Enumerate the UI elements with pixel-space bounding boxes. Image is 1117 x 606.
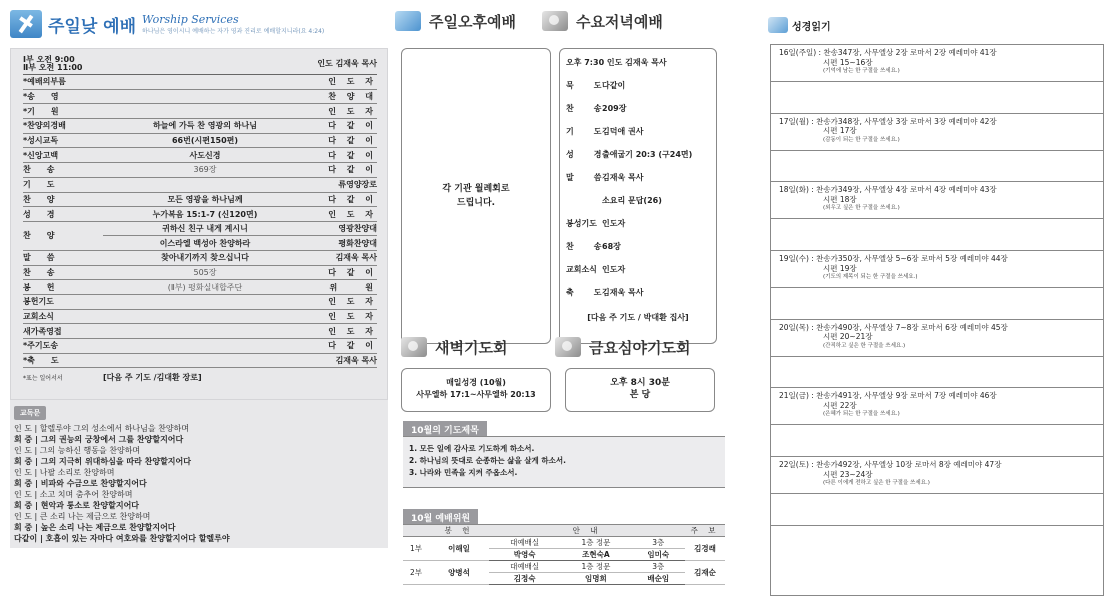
reading-item xyxy=(771,182,1103,219)
wed-order-row xyxy=(566,264,710,287)
wed-order-row xyxy=(566,241,710,264)
wed-order-value: 김재욱 목사 xyxy=(602,173,644,182)
order-item: *예배의부름 xyxy=(23,77,66,87)
responsive-line: 회 중 | 그의 권능의 궁창에서 그를 찬양할지어다 xyxy=(14,435,184,444)
wed-order-value: 68장 xyxy=(602,242,621,251)
responsive-badge: 교독문 xyxy=(14,406,46,420)
wed-order-row xyxy=(566,149,710,172)
order-item: *찬양의경배 xyxy=(23,121,66,131)
order-item: 성 경 xyxy=(23,209,55,219)
order-person: 인 도 자 xyxy=(328,311,377,321)
order-detail: 66번(시편150편) xyxy=(171,136,239,146)
committee-bulletin: 김경래 xyxy=(685,537,725,561)
wed-order-value: 다같이 xyxy=(602,81,626,90)
flower-icon xyxy=(401,337,427,357)
wed-order-item: 찬 송 xyxy=(566,104,608,113)
reading-plan: 19일(수) : 찬송가350장, 사무엘상 5~6장 로마서 5장 예레미야 44장 xyxy=(779,254,1008,264)
order-item: *기 원 xyxy=(23,106,59,116)
order-row xyxy=(23,134,377,149)
reading-note: (외우고 싶은 한 구절을 쓰세요.) xyxy=(823,205,900,212)
responsive-line: 인 도 | 소고 치며 춤추어 찬양하며 xyxy=(14,490,133,499)
reading-item xyxy=(771,388,1103,425)
reading-note: (기억에 남는 한 구절을 쓰세요.) xyxy=(823,68,900,74)
prayer-3: 3. 나라와 민족을 지켜 주옵소서. xyxy=(409,468,518,477)
reading-note: (간직하고 싶은 한 구절을 쓰세요.) xyxy=(823,342,906,349)
book-icon xyxy=(768,17,788,33)
service-time-2: Ⅱ부 오전 11:00 xyxy=(23,62,83,72)
choir-row xyxy=(23,222,377,251)
friday-text-2: 본 당 xyxy=(629,390,651,400)
order-item: *축 도 xyxy=(23,356,59,366)
order-person: 다 같 이 xyxy=(328,121,377,131)
order-item: *송 영 xyxy=(23,92,59,102)
dawn-text-2: 사무엘하 17:1~사무엘하 20:13 xyxy=(416,390,536,399)
order-person: 인 도 자 xyxy=(328,106,377,116)
next-week-prayer: [다음 주 기도 /김대환 장로] xyxy=(103,372,202,382)
wed-order-value: 인도자 xyxy=(602,219,626,228)
responsive-line: 회 중 | 비파와 수금으로 찬양할지어다 xyxy=(14,479,147,488)
committee-offering: 양병석 xyxy=(429,561,489,585)
reading-note: (다른 이에게 전하고 싶은 한 구절을 쓰세요.) xyxy=(823,480,930,487)
committee-badge: 10월 예배위원 xyxy=(403,509,478,526)
reading-plan: 16일(주일) : 찬송347장, 사무엘상 2장 로마서 2장 예레미야 41장 xyxy=(779,48,997,57)
reading-write-space xyxy=(771,82,1103,114)
responsive-line: 회 중 | 그의 지극히 위대하심을 따라 찬양할지어다 xyxy=(14,457,191,466)
reading-psalm: 시편 22장 xyxy=(823,400,857,410)
order-person: 다 같 이 xyxy=(328,267,377,277)
choir-song-2: 이스라엘 백성아 찬양하라 xyxy=(159,238,251,248)
friday-box xyxy=(565,368,715,412)
friday-text-1: 오후 8시 30분 xyxy=(610,378,670,388)
wed-time: 오후 7:30 인도 김재욱 목사 xyxy=(566,58,667,67)
reading-plan: 17일(월) : 찬송가348장, 사무엘상 3장 로마서 3장 예레미야 42장 xyxy=(779,116,997,126)
order-item: 말 씀 xyxy=(23,253,55,263)
responsive-line: 회 중 | 높은 소리 나는 제금으로 찬양할지어다 xyxy=(14,523,176,532)
order-row xyxy=(23,193,377,208)
pm-title: 주일오후예배 xyxy=(429,12,516,31)
order-item: *성시교독 xyxy=(23,136,59,146)
wed-service-box xyxy=(559,48,717,344)
order-of-worship xyxy=(10,48,388,400)
order-row xyxy=(23,280,377,295)
reading-list xyxy=(770,44,1104,596)
order-item: 찬 양 xyxy=(23,194,55,204)
sunday-worship-column xyxy=(10,6,388,600)
reading-plan: 21일(금) : 찬송가491장, 사무엘상 9장 로마서 7장 예레미야 46장 xyxy=(779,391,997,401)
reading-write-space xyxy=(771,494,1103,526)
wed-order-value: 출애굽기 20:3 (구24면) xyxy=(602,150,693,159)
reading-item xyxy=(771,114,1103,151)
order-detail: 누가복음 15:1-7 (신120면) xyxy=(152,209,258,219)
service-time-1: Ⅰ부 오전 9:00 xyxy=(23,54,75,64)
committee-location: 대예배실 xyxy=(489,561,560,573)
committee-bulletin: 김재순 xyxy=(685,561,725,585)
wed-next-prayer: [다음 주 기도 / 박대환 집사] xyxy=(587,313,689,322)
wed-order-row xyxy=(566,172,710,195)
order-row xyxy=(23,354,377,369)
dawn-header xyxy=(401,334,507,360)
responsive-line: 다같이 | 호흡이 있는 자마다 여호와를 찬양할지어다 할렐루야 xyxy=(14,534,230,543)
order-person: 다 같 이 xyxy=(328,194,377,204)
wed-order-item: 묵 도 xyxy=(566,81,608,90)
reading-psalm: 시편 18장 xyxy=(823,194,857,204)
responsive-line: 인 도 | 나팔 소리로 찬양하며 xyxy=(14,468,115,477)
wed-order-row xyxy=(566,126,710,149)
reading-item xyxy=(771,45,1103,82)
pm-text-1: 각 기관 월례회로 xyxy=(442,184,510,194)
prayer-topics xyxy=(403,436,725,488)
responsive-line: 회 중 | 현악과 퉁소로 찬양할지어다 xyxy=(14,501,140,510)
col-offering: 봉 헌 xyxy=(429,525,489,537)
order-row xyxy=(23,339,377,354)
sunday-verse: 하나님은 영이시니 예배하는 자가 영과 진리로 예배할지니라(요 4:24) xyxy=(142,27,325,35)
order-row xyxy=(23,90,377,105)
sunday-title: 주일낮 예배 xyxy=(48,16,137,37)
committee-usher: 조현숙A xyxy=(560,549,631,561)
flower-icon xyxy=(555,337,581,357)
wed-order-value: 김재욱 목사 xyxy=(602,288,644,297)
wed-order-item: 기 도 xyxy=(566,127,608,136)
reading-item xyxy=(771,320,1103,357)
order-detail: 찾아내기까지 찾으십니다 xyxy=(161,253,249,263)
wed-title: 수요저녁예배 xyxy=(575,12,663,31)
order-detail: 369장 xyxy=(193,165,217,175)
committee-part: 1부 xyxy=(403,537,429,561)
committee-location: 3층 xyxy=(631,561,685,573)
reading-psalm: 시편 23~24장 xyxy=(823,469,873,479)
wed-order-item: 교회소식 xyxy=(566,265,597,274)
col-bulletin: 주 보 xyxy=(685,525,725,537)
order-row xyxy=(23,119,377,134)
prayer-1: 1. 모든 일에 감사로 기도하게 하소서. xyxy=(409,444,535,453)
wed-order-row xyxy=(566,287,710,310)
order-person: 김재욱 목사 xyxy=(335,356,377,366)
wed-order-row xyxy=(566,103,710,126)
choir-name-1: 영광찬양대 xyxy=(338,224,377,234)
stand-note: *표는 일어서서 xyxy=(23,374,63,382)
wed-order-row xyxy=(566,80,710,103)
order-item: 새가족영접 xyxy=(23,326,62,336)
responsive-line: 인 도 | 큰 소리 나는 제금으로 찬양하며 xyxy=(14,512,151,521)
reading-note: (기도의 제목이 되는 한 구절을 쓰세요.) xyxy=(823,274,918,281)
committee-location: 1층 정문 xyxy=(560,537,631,549)
reading-plan: 22일(토) : 찬송가492장, 사무엘상 10장 로마서 8장 예레미야 47장 xyxy=(779,460,1002,470)
reading-write-space xyxy=(771,357,1103,389)
responsive-reading xyxy=(10,400,388,548)
reading-item xyxy=(771,457,1103,494)
reading-header xyxy=(768,14,1108,36)
order-detail: (Ⅱ부) 평화실내합주단 xyxy=(167,282,243,292)
order-detail: 모든 영광을 하나님께 xyxy=(167,194,243,204)
order-row xyxy=(23,324,377,339)
order-detail: 사도신경 xyxy=(189,150,221,160)
church-icon xyxy=(395,11,421,31)
pm-service-box xyxy=(401,48,551,344)
order-person: 류영양장로 xyxy=(338,180,377,190)
friday-header xyxy=(555,334,690,360)
wed-order-row xyxy=(566,218,710,241)
bible-reading-column xyxy=(768,14,1108,598)
order-detail: 하늘에 가득 찬 영광의 하나님 xyxy=(153,121,257,131)
order-item: 기 도 xyxy=(23,180,55,190)
reading-plan: 18일(화) : 찬송가349장, 사무엘상 4장 로마서 4장 예레미야 43장 xyxy=(779,185,997,195)
choir-song-1: 귀하신 친구 내게 계시니 xyxy=(162,224,248,234)
choir-label: 찬 양 xyxy=(23,231,55,241)
order-person: 다 같 이 xyxy=(328,150,377,160)
committee-row xyxy=(403,537,725,549)
service-times xyxy=(23,53,377,75)
reading-item xyxy=(771,251,1103,288)
order-person: 인 도 자 xyxy=(328,77,377,87)
reading-note: (감동이 되는 한 구절을 쓰세요.) xyxy=(823,136,900,143)
wed-order-value: 소요리 문답(26) xyxy=(602,196,662,205)
order-person: 찬 양 대 xyxy=(328,92,377,102)
col-usher: 안 내 xyxy=(489,525,685,537)
order-person: 다 같 이 xyxy=(328,136,377,146)
sunday-title-bar xyxy=(10,6,388,42)
order-row xyxy=(23,148,377,163)
service-leader: 인도 김재욱 목사 xyxy=(317,59,377,68)
order-detail: 505장 xyxy=(193,267,217,277)
reading-psalm: 시편 19장 xyxy=(823,263,857,273)
wed-order-item: 찬 송 xyxy=(566,242,608,251)
order-item: *주기도송 xyxy=(23,341,59,351)
order-item: 찬 송 xyxy=(23,267,55,277)
committee-location: 1층 정문 xyxy=(560,561,631,573)
prayer-badge: 10월의 기도제목 xyxy=(403,421,487,438)
order-item: 봉 헌 xyxy=(23,282,55,292)
order-row xyxy=(23,251,377,266)
cross-icon xyxy=(10,10,42,38)
dawn-text-1: 매일성경 (10월) xyxy=(446,378,506,387)
order-person: 인 도 자 xyxy=(328,297,377,307)
order-row xyxy=(23,163,377,178)
order-item: 봉헌기도 xyxy=(23,297,54,307)
responsive-line: 인 도 | 할렐루야 그의 성소에서 하나님을 찬양하며 xyxy=(14,424,190,433)
committee-row xyxy=(403,561,725,573)
order-row xyxy=(23,178,377,193)
order-person: 다 같 이 xyxy=(328,165,377,175)
next-week-line xyxy=(23,368,377,386)
weekday-services-column xyxy=(395,8,730,600)
wed-order-value: 인도자 xyxy=(602,265,626,274)
wed-order-value: 김덕애 권사 xyxy=(602,127,644,136)
sunday-title-en: Worship Services xyxy=(142,12,239,26)
friday-title: 금요심야기도회 xyxy=(589,338,691,357)
reading-write-space xyxy=(771,151,1103,183)
order-person: 인 도 자 xyxy=(328,209,377,219)
committee-offering: 이해일 xyxy=(429,537,489,561)
reading-psalm: 시편 15~16장 xyxy=(823,57,873,67)
wed-order-item: 말 씀 xyxy=(566,173,608,182)
reading-psalm: 시편 17장 xyxy=(823,126,857,136)
pm-wed-header xyxy=(395,8,730,34)
committee-location: 3층 xyxy=(631,537,685,549)
order-row xyxy=(23,266,377,281)
committee-usher: 배순임 xyxy=(631,573,685,585)
order-person: 위 원 xyxy=(329,282,377,292)
order-item: 찬 송 xyxy=(23,165,55,175)
order-person: 김재욱 목사 xyxy=(335,253,377,263)
committee-location: 대예배실 xyxy=(489,537,560,549)
dawn-title: 새벽기도회 xyxy=(435,338,508,357)
order-row xyxy=(23,207,377,222)
committee-usher: 임명희 xyxy=(560,573,631,585)
order-item: *신앙고백 xyxy=(23,150,59,160)
wed-order-value: 209장 xyxy=(602,104,627,113)
committee-usher: 임미숙 xyxy=(631,549,685,561)
prayer-2: 2. 하나님의 뜻대로 순종하는 삶을 살게 하소서. xyxy=(409,456,566,465)
reading-write-space xyxy=(771,288,1103,320)
wed-order-row xyxy=(566,195,710,218)
order-row xyxy=(23,310,377,325)
choir-name-2: 평화찬양대 xyxy=(338,238,377,248)
reading-plan: 20일(목) : 찬송가490장, 사무엘상 7~8장 로마서 6장 예레미야 45장 xyxy=(779,322,1008,332)
flower-icon xyxy=(542,11,568,31)
reading-title: 성경읽기 xyxy=(792,21,831,33)
pm-text-2: 드립니다. xyxy=(456,198,496,208)
order-row xyxy=(23,295,377,310)
committee-usher: 김정숙 xyxy=(489,573,560,585)
wed-order-item: 봉성기도 xyxy=(566,219,597,228)
committee-part: 2부 xyxy=(403,561,429,585)
reading-note: (은혜가 되는 한 구절을 쓰세요.) xyxy=(823,411,900,418)
wed-order-item: 성 경 xyxy=(566,150,608,159)
order-person: 인 도 자 xyxy=(328,326,377,336)
reading-write-space xyxy=(771,219,1103,251)
reading-psalm: 시편 20~21장 xyxy=(823,332,873,342)
order-person: 다 같 이 xyxy=(328,341,377,351)
reading-write-space xyxy=(771,425,1103,457)
responsive-line: 인 도 | 그의 능하신 행동을 찬양하며 xyxy=(14,446,141,455)
committee-table xyxy=(403,524,725,585)
committee-usher: 박영숙 xyxy=(489,549,560,561)
order-row xyxy=(23,104,377,119)
order-item: 교회소식 xyxy=(23,311,54,321)
dawn-box xyxy=(401,368,551,412)
order-row xyxy=(23,75,377,90)
wed-order-item: 축 도 xyxy=(566,288,608,297)
